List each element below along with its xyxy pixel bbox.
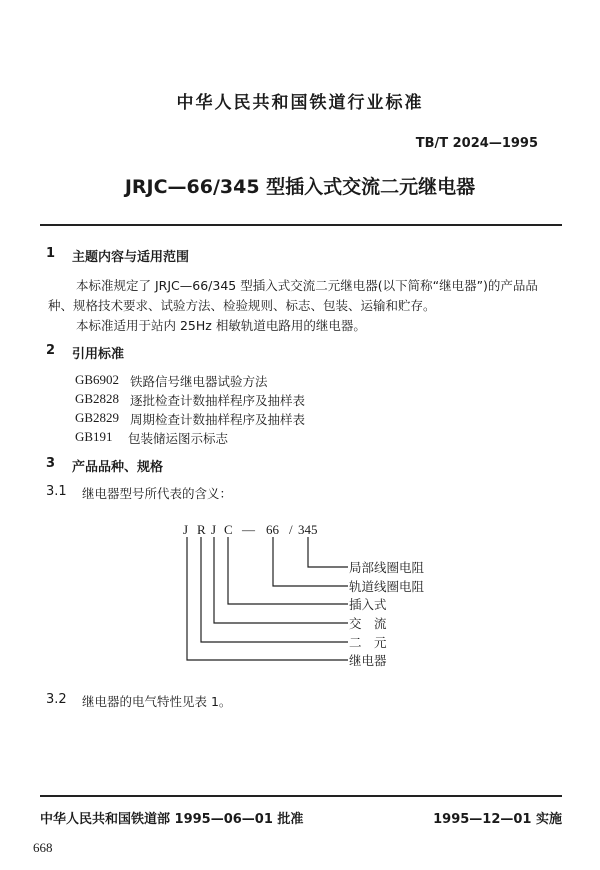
diagram-number-345: 345 [298, 522, 318, 537]
section-2-number: 2 [46, 343, 56, 358]
reference-code: GB2829 [75, 410, 120, 425]
effective-date: 1995—12—01 实施 [433, 812, 562, 827]
diagram-letter-j: J [211, 522, 217, 537]
diagram-label: 继电器 [349, 653, 387, 668]
reference-title: 逐批检查计数抽样程序及抽样表 [130, 393, 306, 408]
diagram-number-66: 66 [266, 522, 279, 537]
diagram-label: 轨道线圈电阻 [349, 579, 425, 594]
issuing-org-header: 中华人民共和国铁道行业标准 [176, 93, 424, 113]
section-3-2-text: 继电器的电气特性见表 1。 [82, 694, 232, 709]
diagram-label: 插入式 [349, 597, 387, 612]
diagram-line-r [201, 537, 348, 642]
reference-title: 周期检查计数抽样程序及抽样表 [130, 412, 306, 427]
footer-divider [40, 795, 562, 797]
reference-code: GB6902 [75, 372, 120, 387]
diagram-label: 交 流 [349, 616, 387, 631]
section-1-paragraph-1-line-2: 种、规格技术要求、试验方法、检验规则、标志、包装、运输和贮存。 [48, 298, 436, 313]
section-3-1-text: 继电器型号所代表的含义： [82, 486, 233, 501]
diagram-letter-r: R [197, 522, 206, 537]
diagram-line-c [228, 537, 348, 604]
diagram-letter-j: J [183, 522, 189, 537]
diagram-dash: — [242, 522, 255, 537]
diagram-line-j2 [214, 537, 348, 623]
section-1-paragraph-1-line-1: 本标准规定了 JRJC—66/345 型插入式交流二元继电器(以下简称“继电器”)的产品品 [76, 278, 538, 293]
diagram-line-345 [308, 537, 348, 567]
standard-code: TB/T 2024—1995 [415, 136, 538, 151]
diagram-letter-c: C [224, 522, 233, 537]
section-3-2-number: 3.2 [46, 692, 67, 707]
reference-title: 包装储运图示标志 [128, 431, 229, 446]
diagram-label: 局部线圈电阻 [349, 560, 425, 575]
section-3-number: 3 [46, 456, 56, 471]
diagram-label: 二 元 [349, 635, 387, 650]
section-3-heading: 产品品种、规格 [72, 460, 164, 475]
reference-code: GB2828 [75, 391, 120, 406]
reference-title: 铁路信号继电器试验方法 [130, 374, 268, 389]
section-1-heading: 主题内容与适用范围 [72, 250, 190, 265]
section-1-paragraph-2: 本标准适用于站内 25Hz 相敏轨道电路用的继电器。 [76, 318, 366, 333]
section-1-number: 1 [46, 246, 56, 261]
diagram-slash: / [289, 522, 293, 537]
document-title: JRJC—66/345 型插入式交流二元继电器 [124, 176, 476, 198]
diagram-line-66 [273, 537, 348, 586]
section-3-1-number: 3.1 [46, 484, 67, 499]
approval-date: 中华人民共和国铁道部 1995—06—01 批准 [40, 812, 304, 827]
reference-code: GB191 [75, 429, 113, 444]
section-2-heading: 引用标准 [72, 347, 125, 362]
page-number: 668 [33, 840, 53, 855]
